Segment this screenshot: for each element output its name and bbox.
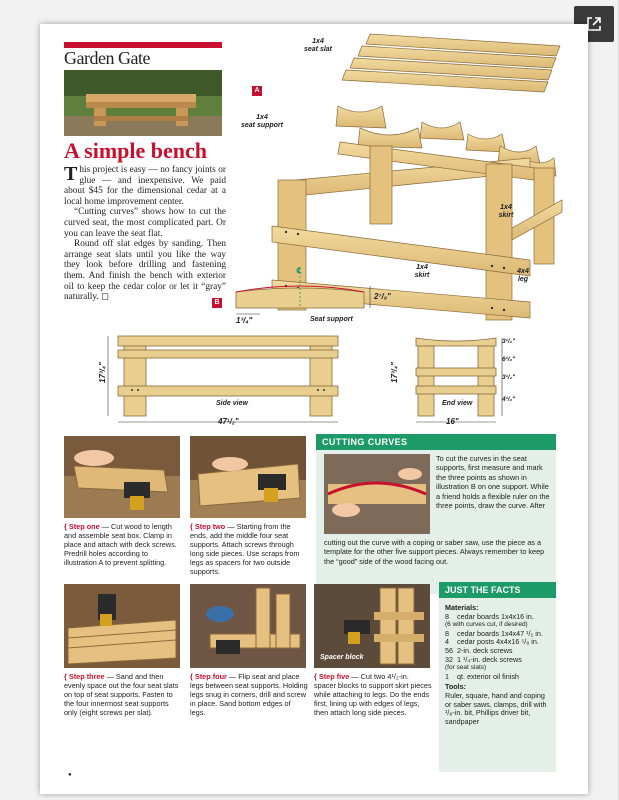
article-title: A simple bench <box>64 138 208 163</box>
side-view-height: 17³/₄" <box>97 362 107 383</box>
spacer-block-label: Spacer block <box>320 654 364 661</box>
callout-seat-slat: 1x4 seat slat <box>303 38 333 53</box>
brand-logo: Garden Gate <box>64 48 150 68</box>
facts-heading: JUST THE FACTS <box>439 582 556 598</box>
step-four-caption <box>190 672 308 717</box>
seat-support-label: Seat support <box>310 316 353 323</box>
material-item: 32 1 ¹/₄-in. deck screws <box>445 654 522 664</box>
materials-list <box>445 613 550 682</box>
cutting-curves-sidebar <box>316 434 556 594</box>
cutting-curves-tail: cutting out the curve with a coping or saber saw, use the piece as a template for the other five support pieces. Always remember to keep the “good” side of the wood facing out. <box>324 538 545 566</box>
step-one-lead: { Step one <box>64 522 100 531</box>
side-view-label: Side view <box>216 400 248 407</box>
callout-leg: 4x4 leg <box>517 268 529 283</box>
side-view-diagram <box>102 332 364 424</box>
step-three-lead: { Step three <box>64 672 105 681</box>
callout-skirt-right: 1x4 skirt <box>498 204 514 219</box>
end-view-height: 17³/₄" <box>389 362 399 383</box>
step-three-text: — Sand and then evenly space out the four seat slats on top of seat supports. Fasten to the four innermost seat supports only (eight screws per slat). <box>64 672 179 717</box>
magazine-page <box>40 24 588 794</box>
material-item: 4 cedar posts 4x4x16 ⁵/₈ in. <box>445 637 539 647</box>
end-view-dim-bottom: 4¹/₂" <box>502 396 516 403</box>
step-three-caption <box>64 672 182 717</box>
step-one-caption <box>64 522 182 567</box>
cutting-curves-body: To cut the curves in the seat supports, first measure and mark the three points as shown in illustration B on one support. While a friend holds a flexible ruler on the three points, draw the curve. After <box>436 454 550 511</box>
open-in-new-icon <box>587 17 601 31</box>
step-one-photo <box>64 436 180 518</box>
cutting-curves-heading: CUTTING CURVES <box>316 434 556 450</box>
material-item: 56 2-in. deck screws <box>445 645 513 655</box>
intro-paragraph-2: “Cutting curves” shows how to cut the curved seat, the most complicated part. Or you can leave the seat flat. <box>64 207 226 239</box>
seat-support-center-mark: ℄ <box>296 266 302 275</box>
just-the-facts-sidebar <box>439 582 556 772</box>
step-one-text: — Cut wood to length and assemble seat box. Clamp in place and attach with deck screws. Predrill holes according to illustration A to prevent splitting. <box>64 522 177 567</box>
material-note: (6 with curves cut, if desired) <box>445 621 528 629</box>
end-view-diagram <box>412 332 508 424</box>
intro-paragraph-3: Round off slat edges by sanding. Then arrange seat slats until you like the way they look before drilling and fastening them. And finish the bench with exterior oil to keep the cedar color or let it “gray” naturally. ◻ <box>64 239 226 303</box>
step-five-text: — Cut two 4¹/₂-in. spacer blocks to support skirt pieces while attaching to legs. Do the ends first, lining up with edges of legs, then attach long side pieces. <box>314 672 432 717</box>
end-view-dim-low: 3¹/₂" <box>502 374 516 381</box>
step-five-caption <box>314 672 432 717</box>
intro-text <box>64 165 226 303</box>
step-four-photo <box>190 584 306 668</box>
seat-support-diagram <box>230 264 380 326</box>
step-three-photo <box>64 584 180 668</box>
material-item: 8 cedar boards 1x4x47 ¹/₂ in. <box>445 628 543 638</box>
step-four-text: — Flip seat and place legs between seat supports. Holding legs snug in corners, drill and screw in place. Sand bottom edges of legs. <box>190 672 308 717</box>
seat-slats <box>342 34 560 92</box>
materials-label: Materials: <box>445 603 479 612</box>
end-view-dim-top: 3¹/₂" <box>502 338 516 345</box>
material-note: (for seat slats) <box>445 664 487 672</box>
tools-label: Tools: <box>445 682 467 692</box>
end-view-label: End view <box>442 400 473 407</box>
step-two-photo <box>190 436 306 518</box>
step-two-text: — Starting from the ends, add the middle four seat supports. Attach screws through long side pieces. Use scraps from legs as spacers for two outside supports. <box>190 522 300 576</box>
intro-paragraph-1: his project is easy — no fancy joints or glue — and inexpensive. We paid about $45 for the dimensional cedar at a local home improvement center. <box>64 165 226 207</box>
callout-skirt-front: 1x4 skirt <box>414 264 430 279</box>
illustration-tag-a: A <box>252 86 262 96</box>
illustration-tag-b: B <box>212 298 222 308</box>
step-five-lead: { Step five <box>314 672 350 681</box>
cutting-curves-photo <box>324 454 430 534</box>
hero-photo <box>64 70 222 136</box>
drop-cap: T <box>64 163 78 185</box>
step-two-lead: { Step two <box>190 522 226 531</box>
seat-support-offset: 1³/₄" <box>236 316 253 325</box>
step-four-lead: { Step four <box>190 672 227 681</box>
facts-body <box>439 598 556 730</box>
side-view-length: 47¹/₂" <box>218 417 239 426</box>
material-item: 1 qt. exterior oil finish <box>445 671 519 681</box>
seat-support-height: 2⁷/₈" <box>374 292 391 301</box>
tools-text: Ruler, square, hand and coping or saber saws, clamps, drill with ¹/₈-in. bit, Phillips driver bit, sandpaper <box>445 690 547 726</box>
end-view-dim-mid: 6¹/₂" <box>502 356 516 363</box>
step-five-photo <box>314 584 430 668</box>
material-item: 8 cedar boards 1x4x16 in. <box>445 611 534 621</box>
callout-seat-support: 1x4 seat support <box>240 114 283 129</box>
page-bullet: ● <box>68 772 72 778</box>
end-view-width: 16" <box>446 417 459 426</box>
step-two-caption <box>190 522 308 576</box>
